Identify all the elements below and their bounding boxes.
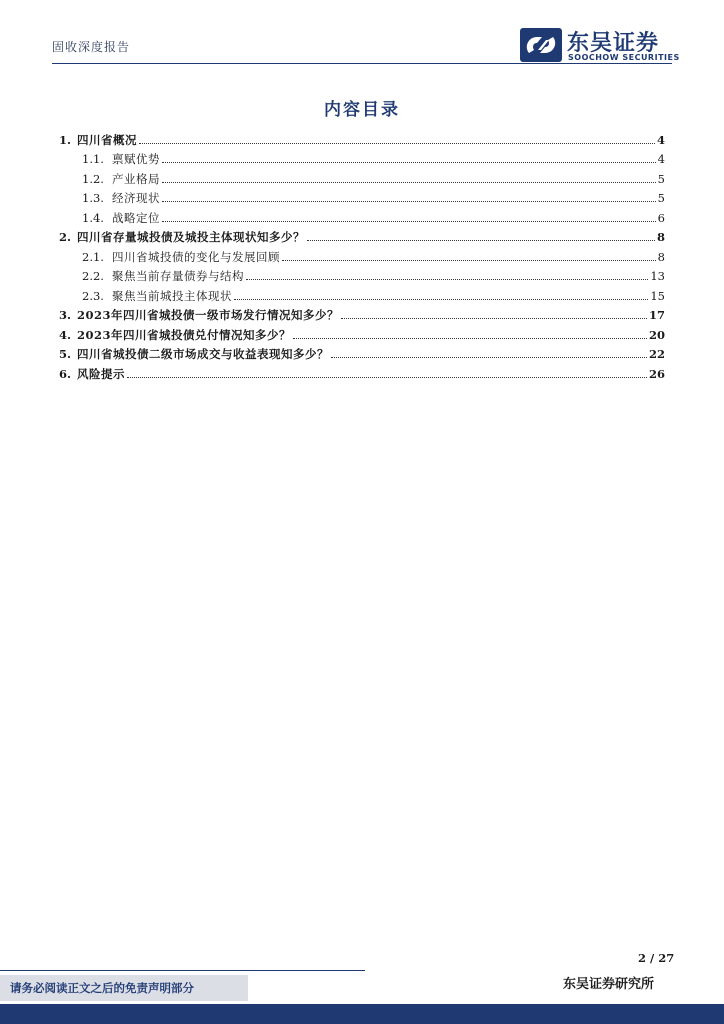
toc-dot-leader	[127, 377, 647, 378]
header-divider	[52, 63, 672, 64]
toc-entry[interactable]	[59, 322, 665, 342]
toc-dot-leader	[162, 182, 656, 183]
toc-entry-page: 6	[657, 210, 665, 225]
toc-entry-title: 四川省城投债的变化与发展回顾	[111, 249, 280, 264]
toc-entry-title: 四川省城投债二级市场成交与收益表现知多少？	[77, 347, 330, 361]
toc-entry-number: 1.2.	[82, 171, 104, 186]
toc-entry[interactable]	[59, 342, 665, 362]
toc-entry-number: 1.1.	[82, 152, 104, 166]
toc-entry[interactable]	[59, 283, 665, 303]
toc-dot-leader	[139, 143, 655, 144]
toc-entry[interactable]	[59, 166, 665, 186]
toc-entry-page: 20	[648, 327, 665, 342]
toc-entry-number: 1.4.	[82, 210, 104, 225]
toc-entry-title: 聚焦当前存量债券与结构	[111, 269, 244, 283]
footer-divider	[0, 970, 365, 971]
research-institute-name: 东吴证券研究所	[563, 977, 655, 992]
toc-entry-title: 2023年四川省城投债一级市场发行情况知多少？	[77, 308, 340, 322]
toc-dot-leader	[293, 338, 647, 339]
toc-entry[interactable]	[59, 147, 665, 167]
toc-entry-number: 4.	[59, 327, 72, 342]
toc-entry[interactable]	[59, 205, 665, 225]
disclaimer-notice: 请务必阅读正文之后的免责声明部分	[0, 975, 248, 1001]
toc-entry-page: 4	[656, 132, 665, 147]
toc-dot-leader	[307, 240, 655, 241]
toc-entry[interactable]	[59, 303, 665, 323]
company-logo	[520, 26, 680, 66]
soochow-logo-icon	[520, 28, 562, 62]
toc-entry-title: 风险提示	[77, 366, 126, 381]
toc-entry-page: 26	[648, 366, 665, 381]
page-number: 2 / 27	[638, 951, 675, 965]
toc-entry-number: 2.1.	[82, 249, 104, 264]
toc-entry-number: 2.	[59, 230, 72, 244]
toc-dot-leader	[162, 201, 656, 202]
toc-entry-number: 1.3.	[82, 191, 104, 205]
toc-entry-title: 2023年四川省城投债兑付情况知多少？	[77, 327, 292, 342]
toc-entry-title: 经济现状	[111, 191, 160, 205]
toc-entry-page: 13	[650, 269, 665, 283]
toc-entry-number: 1.	[59, 132, 72, 147]
toc-dot-leader	[246, 279, 648, 280]
toc-entry-title: 产业格局	[111, 171, 160, 186]
toc-dot-leader	[331, 357, 647, 358]
toc-dot-leader	[282, 260, 656, 261]
logo-english-name: SOOCHOW SECURITIES	[568, 53, 680, 62]
toc-entry[interactable]	[59, 361, 665, 381]
toc-entry-title: 战略定位	[111, 210, 160, 225]
table-of-contents	[59, 127, 665, 381]
toc-entry-page: 8	[656, 230, 665, 244]
toc-entry-page: 5	[657, 171, 665, 186]
toc-entry-page: 8	[657, 249, 665, 264]
toc-entry-number: 6.	[59, 366, 72, 381]
toc-dot-leader	[162, 162, 656, 163]
toc-entry-title: 聚焦当前城投主体现状	[111, 288, 232, 303]
toc-entry-page: 17	[648, 308, 665, 322]
toc-dot-leader	[162, 221, 656, 222]
toc-entry-page: 22	[648, 347, 665, 361]
toc-entry-number: 2.3.	[82, 288, 104, 303]
toc-entry-number: 5.	[59, 347, 72, 361]
toc-entry-number: 2.2.	[82, 269, 104, 283]
toc-entry-page: 15	[650, 288, 665, 303]
toc-entry-page: 5	[657, 191, 665, 205]
toc-dot-leader	[341, 318, 647, 319]
toc-entry-title: 四川省概况	[77, 132, 138, 147]
toc-entry[interactable]	[59, 264, 665, 284]
footer-bar	[0, 1004, 724, 1024]
toc-dot-leader	[234, 299, 648, 300]
toc-entry[interactable]	[59, 225, 665, 245]
logo-chinese-name: 东吴证券	[567, 31, 660, 56]
toc-entry[interactable]	[59, 244, 665, 264]
document-type-label: 固收深度报告	[52, 40, 131, 54]
toc-entry-page: 4	[657, 152, 665, 166]
toc-entry-title: 禀赋优势	[111, 152, 160, 166]
toc-entry-title: 四川省存量城投债及城投主体现状知多少？	[77, 230, 306, 244]
toc-entry-number: 3.	[59, 308, 72, 322]
toc-entry[interactable]	[59, 186, 665, 206]
toc-entry[interactable]	[59, 127, 665, 147]
toc-title: 内容目录	[324, 100, 400, 120]
